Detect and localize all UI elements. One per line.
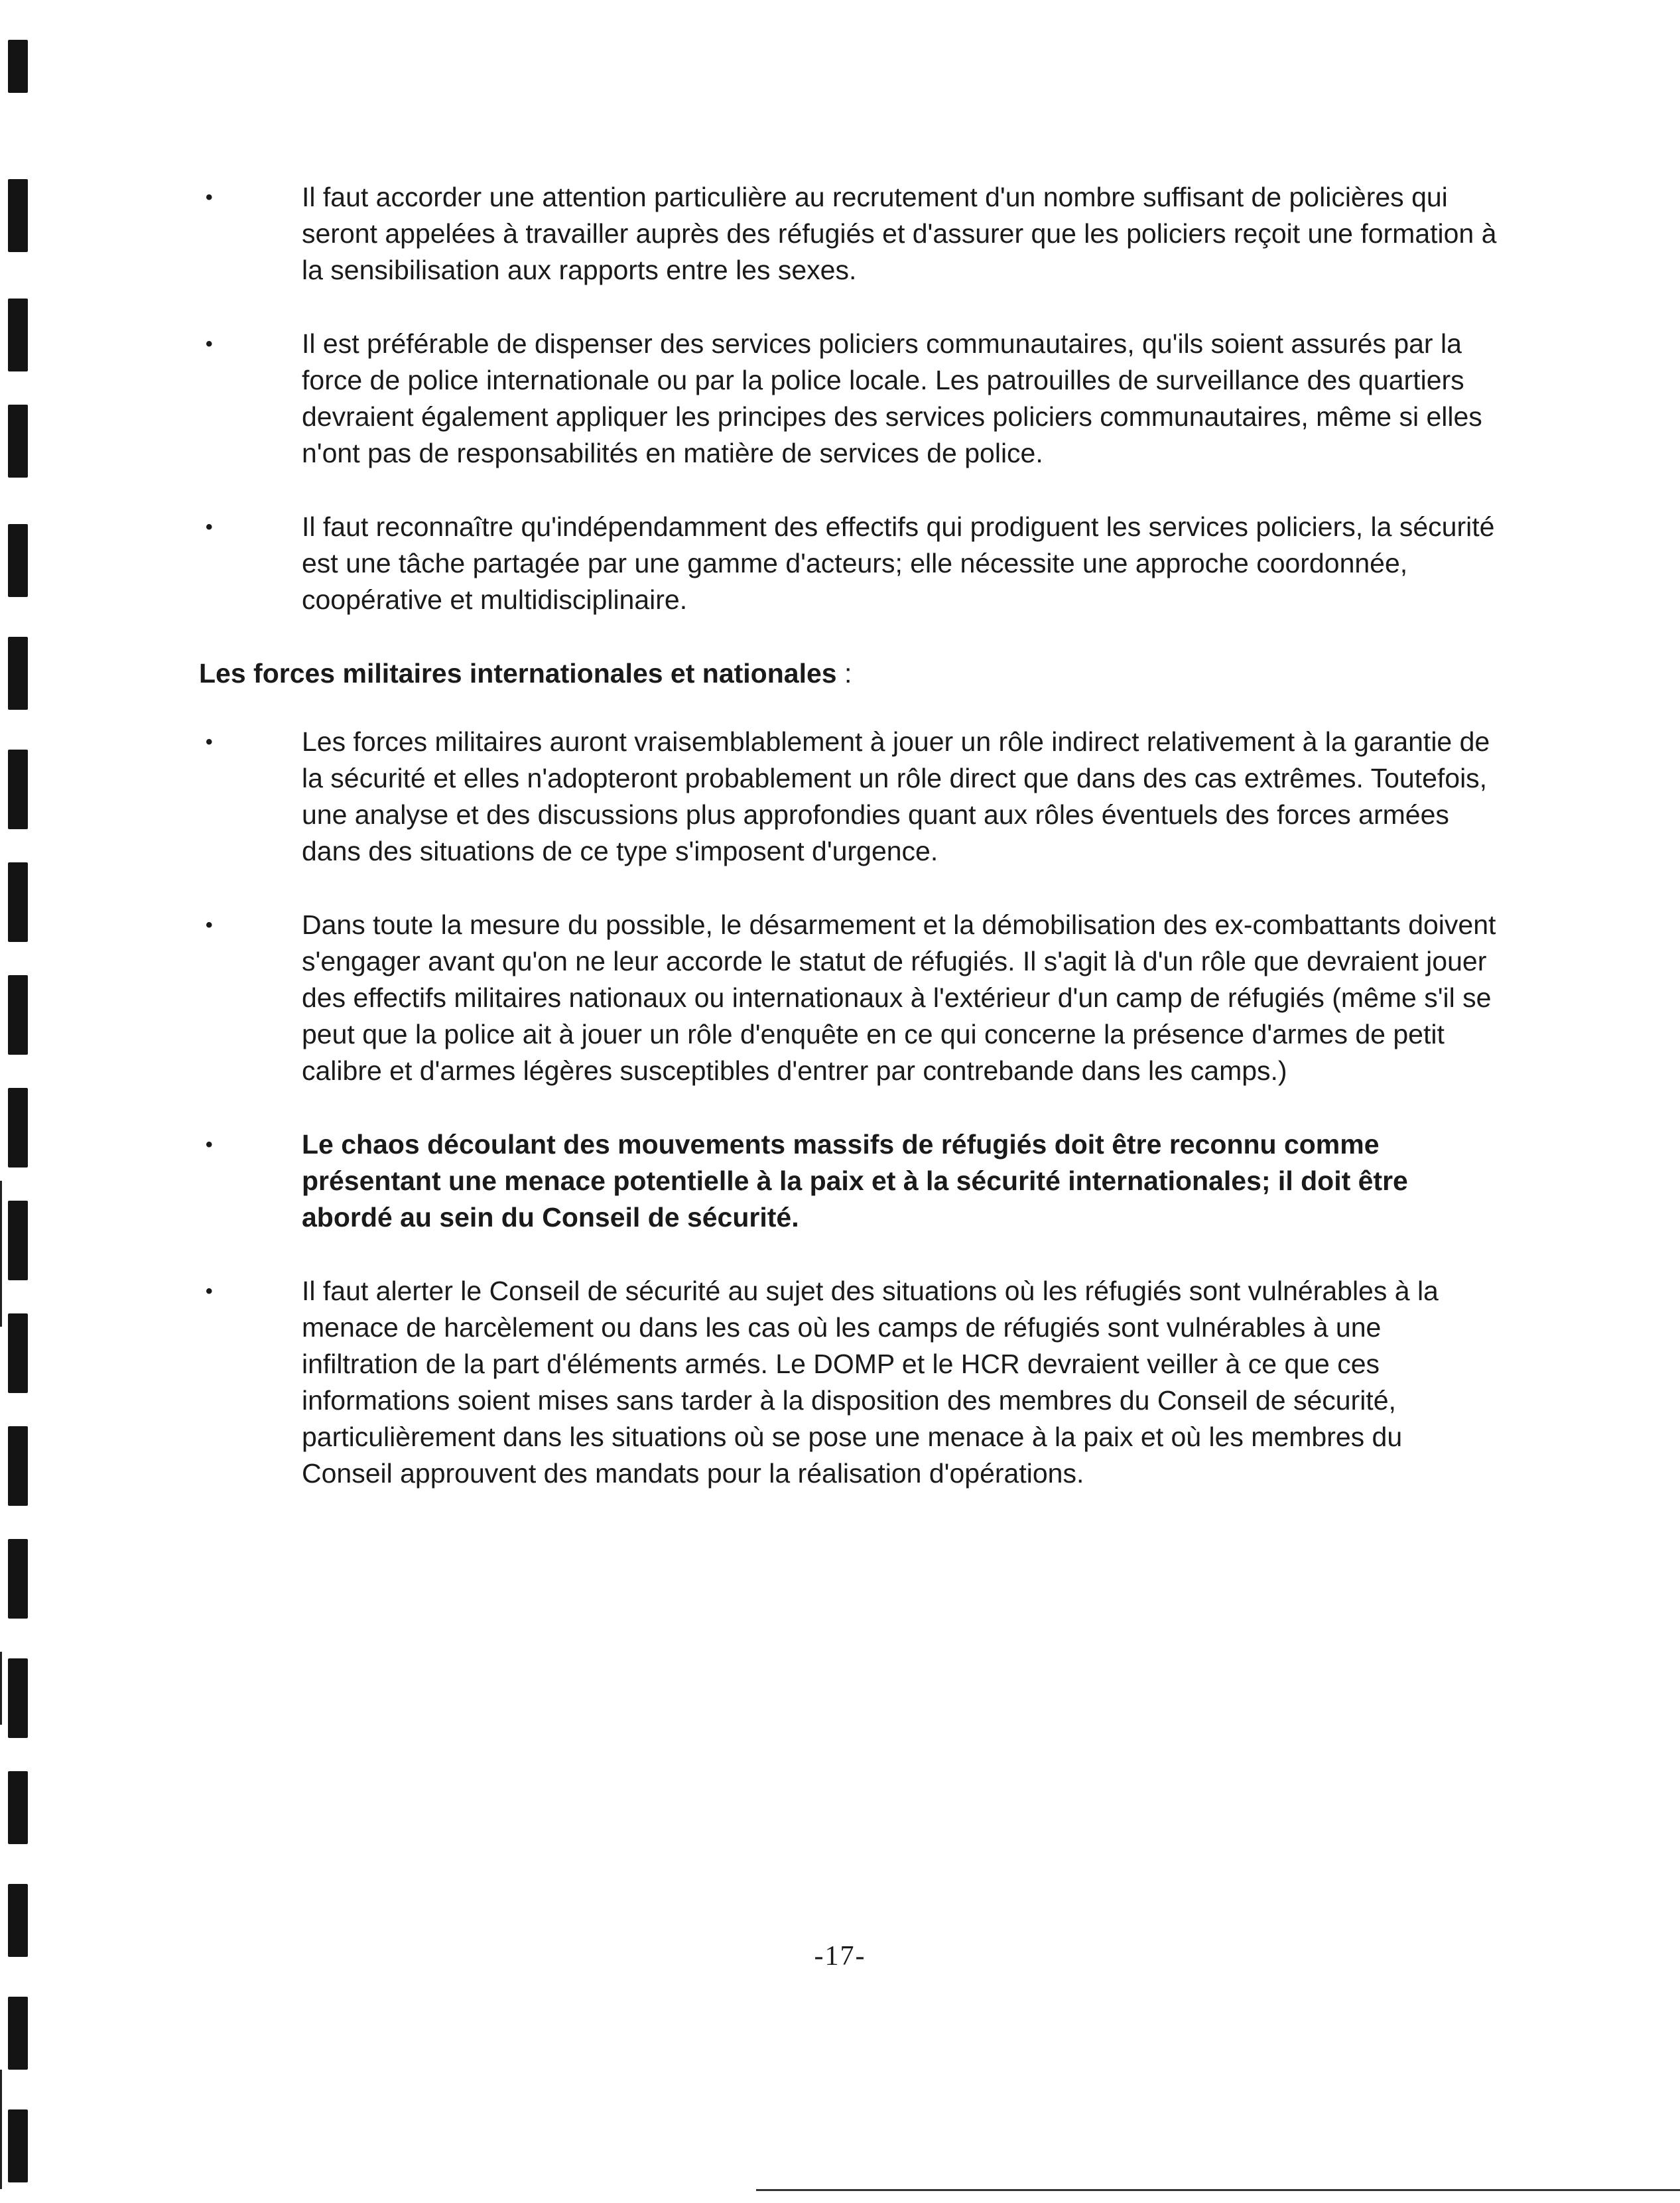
- bullet-icon: •: [206, 333, 213, 355]
- bullet-text: Il faut reconnaître qu'indépendamment des effectifs qui prodiguent les services policiers, la sécurité est une tâche partagée par une gamme d'acteurs; elle nécessite une approche coordonnée, coopérative et multidisciplinaire.: [302, 511, 1495, 615]
- binding-mark: [8, 524, 28, 597]
- bullet-text: Il faut accorder une attention particulière au recrutement d'un nombre suffisant de policières qui seront appelées à travailler auprès des réfugiés et d'assurer que les policiers reçoit une formation à la sensibilisation aux rapports entre les sexes.: [302, 182, 1497, 285]
- binding-mark: [8, 299, 28, 371]
- bullet-item: [199, 724, 1499, 870]
- binding-mark: [8, 40, 28, 93]
- bullet-icon: •: [206, 1134, 213, 1156]
- binding-mark: [8, 1313, 28, 1393]
- binding-mark: [8, 2109, 28, 2182]
- bullet-icon: •: [206, 731, 213, 753]
- bullet-item: [199, 907, 1499, 1089]
- page-body: [199, 179, 1499, 1529]
- bullet-item: [199, 326, 1499, 472]
- binding-mark: [8, 862, 28, 942]
- footer-rule: [756, 2189, 1680, 2191]
- scan-edge-line: [0, 1652, 2, 1725]
- bullet-icon: •: [206, 516, 213, 538]
- bullet-item: [199, 1126, 1499, 1236]
- binding-mark: [8, 750, 28, 829]
- section-heading-text: Les forces militaires internationales et nationales: [199, 658, 837, 689]
- page-number: -17-: [814, 1941, 866, 1971]
- binding-mark: [8, 1088, 28, 1168]
- bullet-icon: •: [206, 914, 213, 936]
- bullet-text: Il faut alerter le Conseil de sécurité au sujet des situations où les réfugiés sont vulnérables à la menace de harcèlement ou dans les cas où les camps de réfugiés sont vulnérables à une infiltration de la part d'éléments armés. Le DOMP et le HCR devraient veiller à ce que ces informations soient mises sans tarder à la disposition des membres du Conseil de sécurité, particulièrement dans les situations où se pose une menace à la paix et où les membres du Conseil approuvent des mandats pour la réalisation d'opérations.: [302, 1276, 1439, 1489]
- bullet-icon: •: [206, 1280, 213, 1302]
- bullet-icon: •: [206, 186, 213, 208]
- section-heading: [199, 655, 1499, 692]
- binding-mark: [8, 1539, 28, 1619]
- bullet-item: [199, 179, 1499, 289]
- binding-mark: [8, 637, 28, 710]
- binding-mark: [8, 1771, 28, 1844]
- section-heading-colon: :: [836, 658, 852, 689]
- binding-mark: [8, 179, 28, 252]
- binding-mark: [8, 1201, 28, 1280]
- scan-edge-line: [0, 1181, 2, 1327]
- binding-mark: [8, 975, 28, 1055]
- bullet-text: Dans toute la mesure du possible, le désarmement et la démobilisation des ex-combattants doivent s'engager avant qu'on ne leur accorde le statut de réfugiés. Il s'agit là d'un rôle que devraient jouer des effectifs militaires nationaux ou internationaux à l'extérieur d'un camp de réfugiés (même s'il se peut que la police ait à jouer un rôle d'enquête en ce qui concerne la présence d'armes de petit calibre et d'armes légères susceptibles d'entrer par contrebande dans les camps.): [302, 909, 1496, 1086]
- binding-mark: [8, 405, 28, 478]
- binding-mark: [8, 1658, 28, 1738]
- bullet-text: Il est préférable de dispenser des services policiers communautaires, qu'ils soient assurés par la force de police internationale ou par la police locale. Les patrouilles de surveillance des quartiers devraient également appliquer les principes des services policiers communautaires, même si elles n'ont pas de responsabilités en matière de services de police.: [302, 328, 1482, 468]
- bullet-item: [199, 509, 1499, 618]
- bullet-item: [199, 1273, 1499, 1492]
- binding-mark: [8, 1997, 28, 2070]
- binding-mark: [8, 1426, 28, 1506]
- scan-edge-line: [0, 2070, 2, 2189]
- bullet-text: Le chaos découlant des mouvements massifs de réfugiés doit être reconnu comme présentant une menace potentielle à la paix et à la sécurité internationales; il doit être abordé au sein du Conseil de sécurité.: [302, 1129, 1408, 1233]
- bullet-text: Les forces militaires auront vraisemblablement à jouer un rôle indirect relativement à la garantie de la sécurité et elles n'adopteront probablement un rôle direct que dans des cas extrêmes. Toutefois, une analyse et des discussions plus approfondies quant aux rôles éventuels des forces armées dans des situations de ce type s'imposent d'urgence.: [302, 726, 1490, 866]
